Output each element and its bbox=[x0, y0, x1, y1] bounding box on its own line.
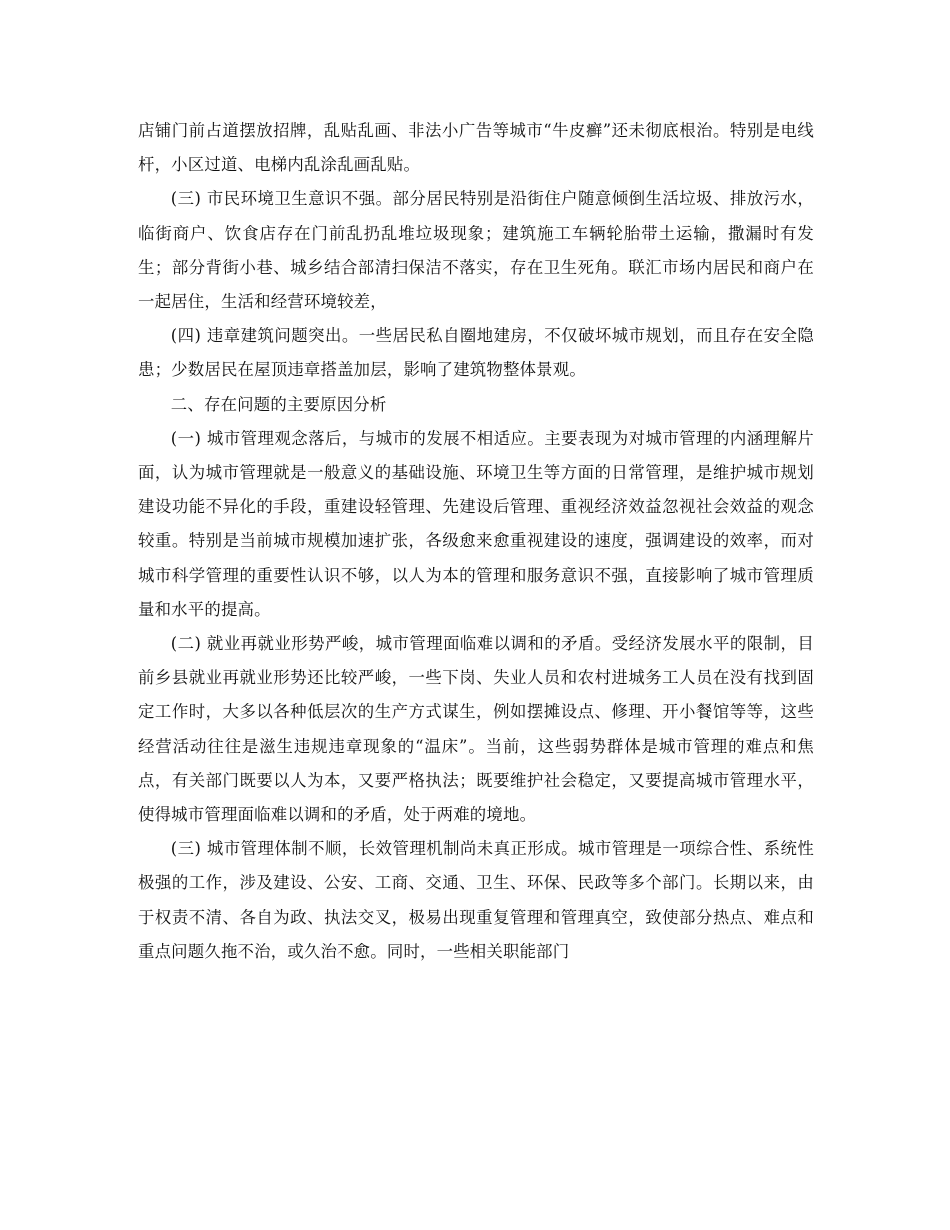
paragraph-one-concepts: (一) 城市管理观念落后，与城市的发展不相适应。主要表现为对城市管理的内涵理解片面，认为城市管理就是一般意义的基础设施、环境卫生等方面的日常管理，是维护城市规划建设功能不异化的手段，重建设轻管理、先建设后管理、重视经济效益忽视社会效益的观念较重。特别是当前城市规模加速扩张，各级愈来愈重视建设的速度，强调建设的效率，而对城市科学管理的重要性认识不够，以人为本的管理和服务意识不强，直接影响了城市管理质量和水平的提高。 bbox=[138, 428, 814, 619]
paragraph-four-illegal-buildings: (四) 违章建筑问题突出。一些居民私自圈地建房，不仅破坏城市规划，而且存在安全隐患；少数居民在屋顶违章搭盖加层，影响了建筑物整体景观。 bbox=[138, 326, 814, 380]
paragraph-two-employment: (二) 就业再就业形势严峻，城市管理面临难以调和的矛盾。受经济发展水平的限制，目前乡县就业再就业形势还比较严峻，一些下岗、失业人员和农村进城务工人员在没有找到固定工作时，大多以各种低层次的生产方式谋生，例如摆摊设点、修理、开小餐馆等等，这些经营活动往往是滋生违规违章现象的“温床”。当前，这些弱势群体是城市管理的难点和焦点，有关部门既要以人为本，又要严格执法；既要维护社会稳定，又要提高城市管理水平，使得城市管理面临难以调和的矛盾，处于两难的境地。 bbox=[138, 634, 814, 825]
paragraph-continuation: 店铺门前占道摆放招牌，乱贴乱画、非法小广告等城市“牛皮癣”还未彻底根治。特别是电线杆，小区过道、电梯内乱涂乱画乱贴。 bbox=[138, 121, 814, 175]
document-body bbox=[138, 114, 814, 969]
paragraph-three-management-system: (三) 城市管理体制不顺，长效管理机制尚未真正形成。城市管理是一项综合性、系统性极强的工作，涉及建设、公安、工商、交通、卫生、环保、民政等多个部门。长期以来，由于权责不清、各自为政、执法交叉，极易出现重复管理和管理真空，致使部分热点、难点和重点问题久拖不治，或久治不愈。同时，一些相关职能部门 bbox=[138, 839, 814, 961]
paragraph-three-hygiene: (三) 市民环境卫生意识不强。部分居民特别是沿街住户随意倾倒生活垃圾、排放污水，临街商户、饮食店存在门前乱扔乱堆垃圾现象；建筑施工车辆轮胎带土运输，撒漏时有发生；部分背街小巷、城乡结合部清扫保洁不落实，存在卫生死角。联汇市场内居民和商户在一起居住，生活和经营环境较差， bbox=[138, 189, 814, 312]
section-heading-causes: 二、存在问题的主要原因分析 bbox=[170, 394, 387, 414]
